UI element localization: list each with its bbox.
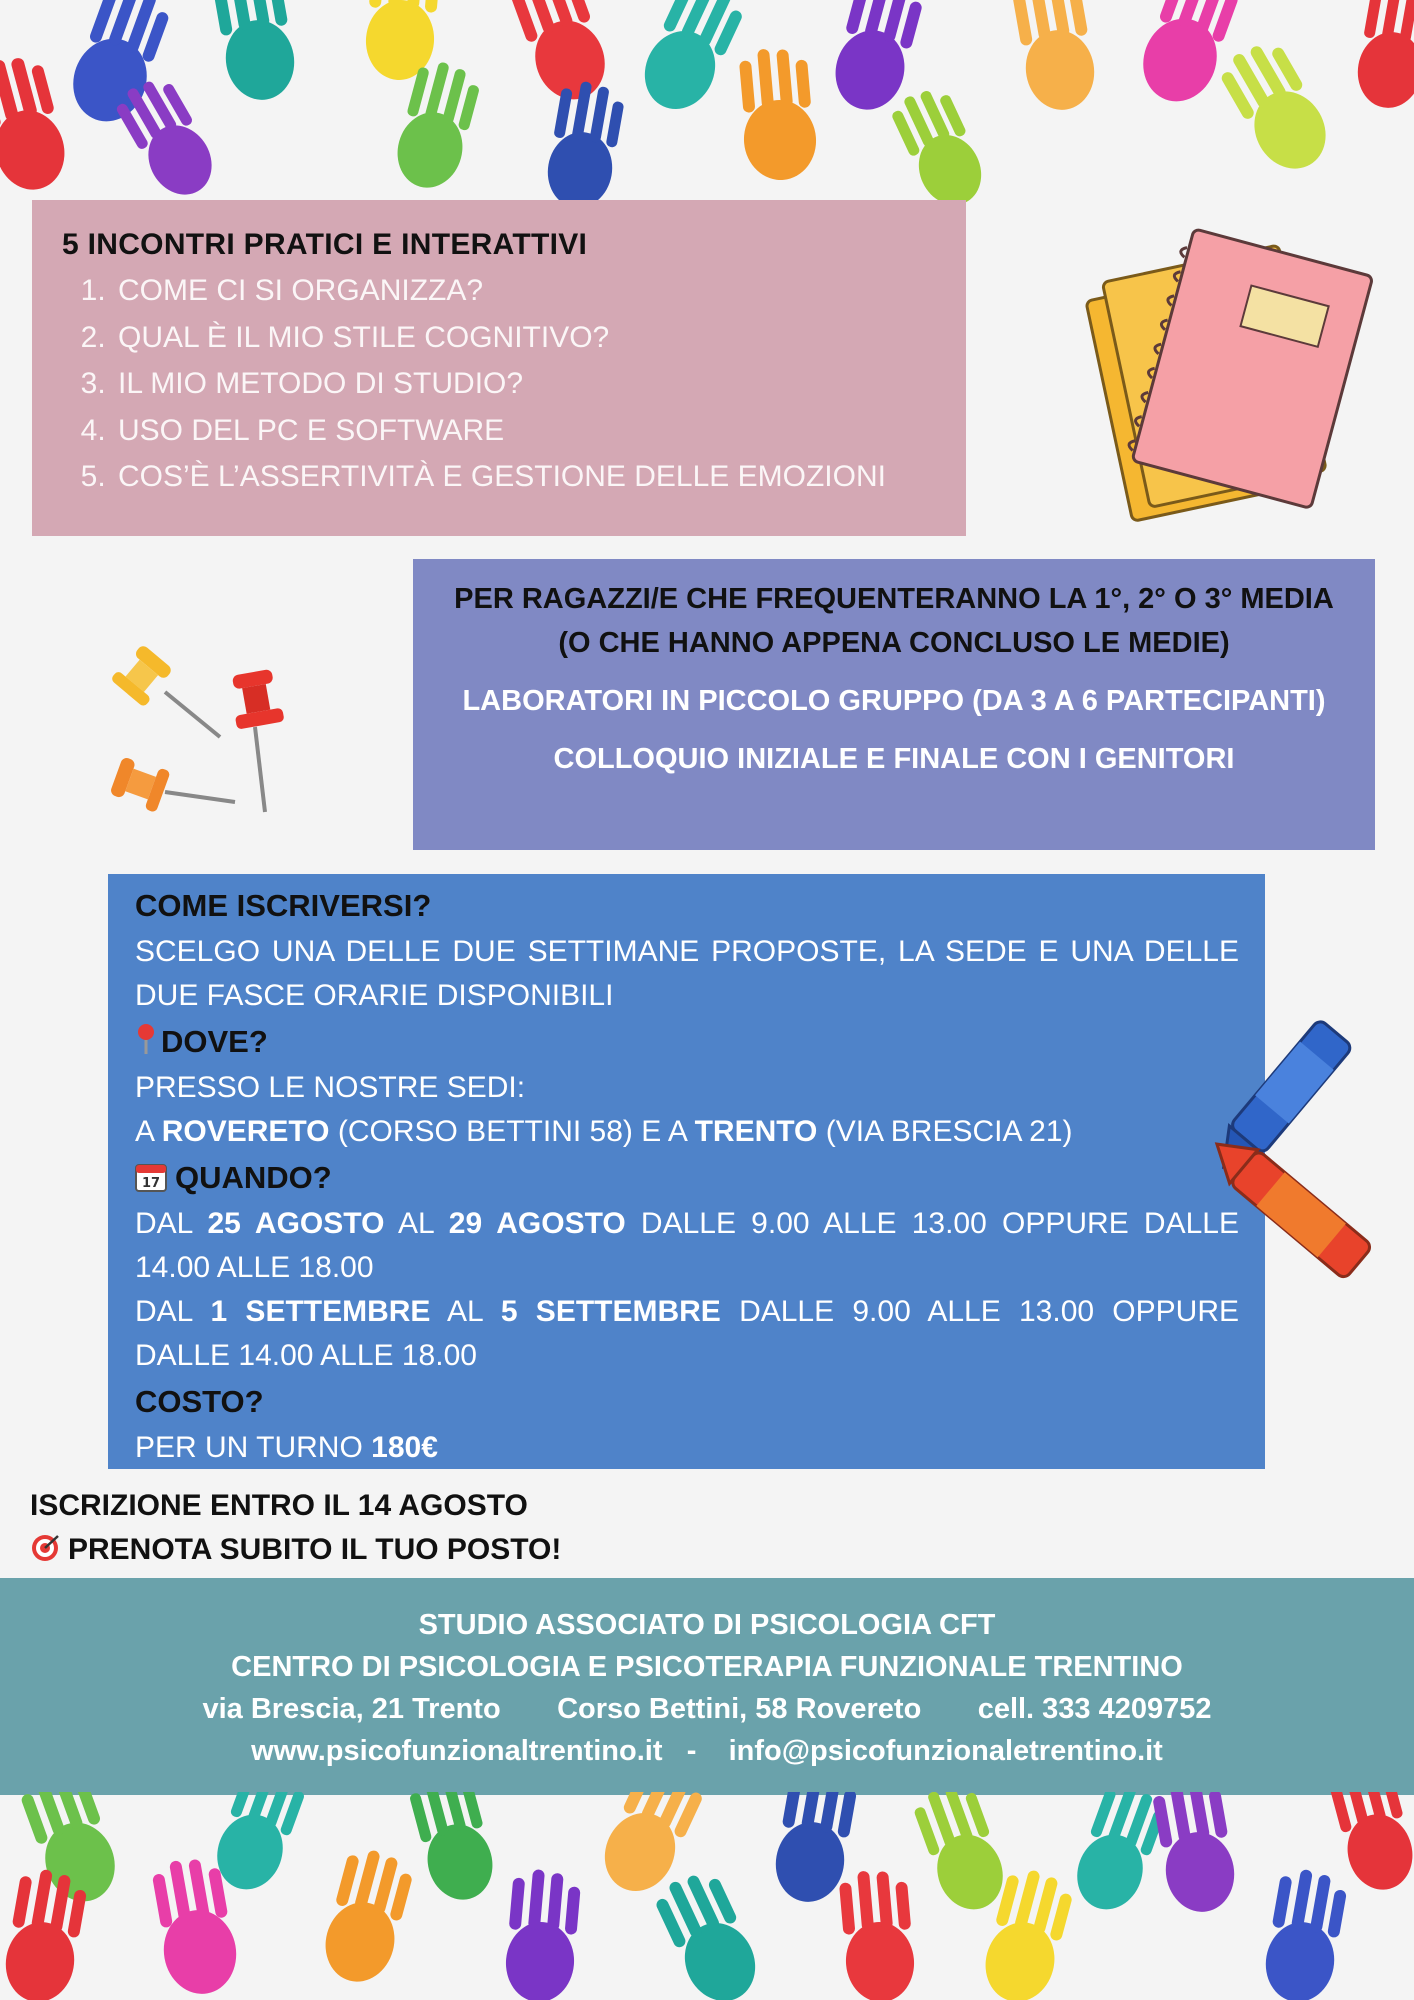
handprint-lime-icon <box>910 1792 1013 1919</box>
red-crayon-icon <box>1205 1127 1373 1280</box>
handprint-blue-icon <box>1260 1865 1350 2000</box>
footer-addresses <box>0 1688 1414 1730</box>
city-rovereto: ROVERETO <box>161 1115 330 1148</box>
yellow-pushpin-icon <box>110 643 220 737</box>
address-trento: via Brescia, 21 Trento <box>202 1693 501 1725</box>
handprint-violet-icon <box>1151 1792 1241 1917</box>
handprint-yellow-icon <box>363 0 442 83</box>
handprint-purple-icon <box>503 1867 582 2000</box>
handprints-bottom-decoration <box>0 1792 1414 2000</box>
handprint-red3-icon <box>1326 1792 1414 1897</box>
address-rovereto: Corso Bettini, 58 Rovereto <box>557 1693 922 1725</box>
handprint-red2-icon <box>838 1867 917 2000</box>
handprint-lime2-icon <box>1215 33 1340 181</box>
workshops-title: 5 INCONTRI PRATICI E INTERATTIVI <box>62 228 588 261</box>
handprint-green2-icon <box>406 1792 500 1907</box>
when-heading <box>135 1154 1239 1202</box>
handprint-navy-icon <box>542 78 627 213</box>
workshop-item: 5. COS’È L’ASSERTIVITÀ E GESTIONE DELLE EMOZIONI <box>114 454 936 501</box>
where-addresses: A ROVERETO (CORSO BETTINI 58) E A TRENTO (VIA BRESCIA 21) <box>135 1115 1073 1148</box>
handprint-orange-icon <box>317 1844 417 1989</box>
footer-center: CENTRO DI PSICOLOGIA E PSICOTERAPIA FUNZIONALE TRENTINO <box>231 1651 1183 1683</box>
target-icon <box>30 1533 60 1563</box>
where-title: DOVE? <box>161 1024 268 1059</box>
handprint-teal2-icon <box>650 1864 767 2000</box>
handprint-red-icon <box>0 49 73 197</box>
calendar-icon <box>135 1162 167 1192</box>
footer-web: www.psicofunzionaltrentino.it - info@psicofunzionaletrentino.it <box>251 1735 1163 1767</box>
audience-interview: COLLOQUIO INIZIALE E FINALE CON I GENITORI <box>553 743 1235 775</box>
email-link[interactable]: info@psicofunzionaletrentino.it <box>728 1735 1163 1767</box>
footer-studio: STUDIO ASSOCIATO DI PSICOLOGIA CFT <box>418 1609 996 1641</box>
pin-icon <box>135 1022 157 1056</box>
footer-contacts <box>0 1578 1414 1795</box>
handprint-teal-icon <box>211 0 301 105</box>
handprint-teal-icon <box>207 1792 310 1899</box>
cost-value: 180€ <box>371 1431 438 1464</box>
cost-title: COSTO? <box>135 1384 264 1419</box>
handprint-orange2-icon <box>1011 0 1101 115</box>
handprint-red3-icon <box>1352 0 1414 113</box>
svg-text:17: 17 <box>141 1176 161 1191</box>
workshop-item: 1. COME CI SI ORGANIZZA? <box>114 268 936 315</box>
handprint-orange-icon <box>736 45 819 183</box>
red-pushpin-icon <box>228 668 285 812</box>
audience-groups: LABORATORI IN PICCOLO GRUPPO (DA 3 A 6 PARTECIPANTI) <box>462 685 1326 717</box>
how-title: COME ISCRIVERSI? <box>135 888 432 923</box>
week-2: DAL 1 SETTEMBRE AL 5 SETTEMBRE DALLE 9.00 ALLE 13.00 OPPURE DALLE 14.00 ALLE 18.00 <box>135 1295 1240 1372</box>
workshop-item: 2. QUAL È IL MIO STILE COGNITIVO? <box>114 315 936 362</box>
week-1: DAL 25 AGOSTO AL 29 AGOSTO DALLE 9.00 ALLE 13.00 OPPURE DALLE 14.00 ALLE 18.00 <box>135 1207 1239 1284</box>
deadline-cta-text: PRENOTA SUBITO IL TUO POSTO! <box>68 1533 562 1566</box>
website-link[interactable]: www.psicofunzionaltrentino.it <box>251 1735 663 1767</box>
handprint-pink-icon <box>1132 0 1246 112</box>
workshops-list <box>62 268 936 501</box>
orange-pushpin-icon <box>109 754 235 812</box>
notebooks-illustration <box>1080 228 1380 528</box>
workshop-item: 3. IL MIO METODO DI STUDIO? <box>114 361 936 408</box>
crayons-illustration <box>1205 1018 1405 1283</box>
city-trento: TRENTO <box>694 1115 818 1148</box>
audience-target: PER RAGAZZI/E CHE FREQUENTERANNO LA 1°, 2° O 3° MEDIA (O CHE HANNO APPENA CONCLUSO LE MEDIE) <box>454 583 1334 659</box>
where-intro: PRESSO LE NOSTRE SEDI: <box>135 1071 526 1104</box>
handprint-lime-icon <box>887 81 993 216</box>
phone: cell. 333 4209752 <box>977 1693 1212 1725</box>
deadline-cta <box>30 1528 561 1572</box>
handprints-top-decoration <box>0 0 1414 230</box>
pushpins-illustration <box>95 632 315 832</box>
where-heading <box>135 1018 1239 1066</box>
handprint-teal2-icon <box>632 0 749 121</box>
deadline-text: ISCRIZIONE ENTRO IL 14 AGOSTO <box>30 1489 528 1522</box>
deadline-block <box>30 1484 561 1572</box>
audience-box <box>413 559 1375 850</box>
handprint-teal3-icon <box>1067 1792 1170 1919</box>
workshops-box <box>32 200 966 536</box>
workshop-item: 4. USO DEL PC E SOFTWARE <box>114 408 936 455</box>
cost-text: PER UN TURNO 180€ <box>135 1431 438 1464</box>
when-title: QUANDO? <box>175 1160 332 1195</box>
info-box <box>108 874 1265 1469</box>
handprint-green-icon <box>17 1792 126 1911</box>
how-text: SCELGO UNA DELLE DUE SETTIMANE PROPOSTE, LA SEDE E UNA DELLE DUE FASCE ORARIE DISPONIBILI <box>135 935 1239 1012</box>
